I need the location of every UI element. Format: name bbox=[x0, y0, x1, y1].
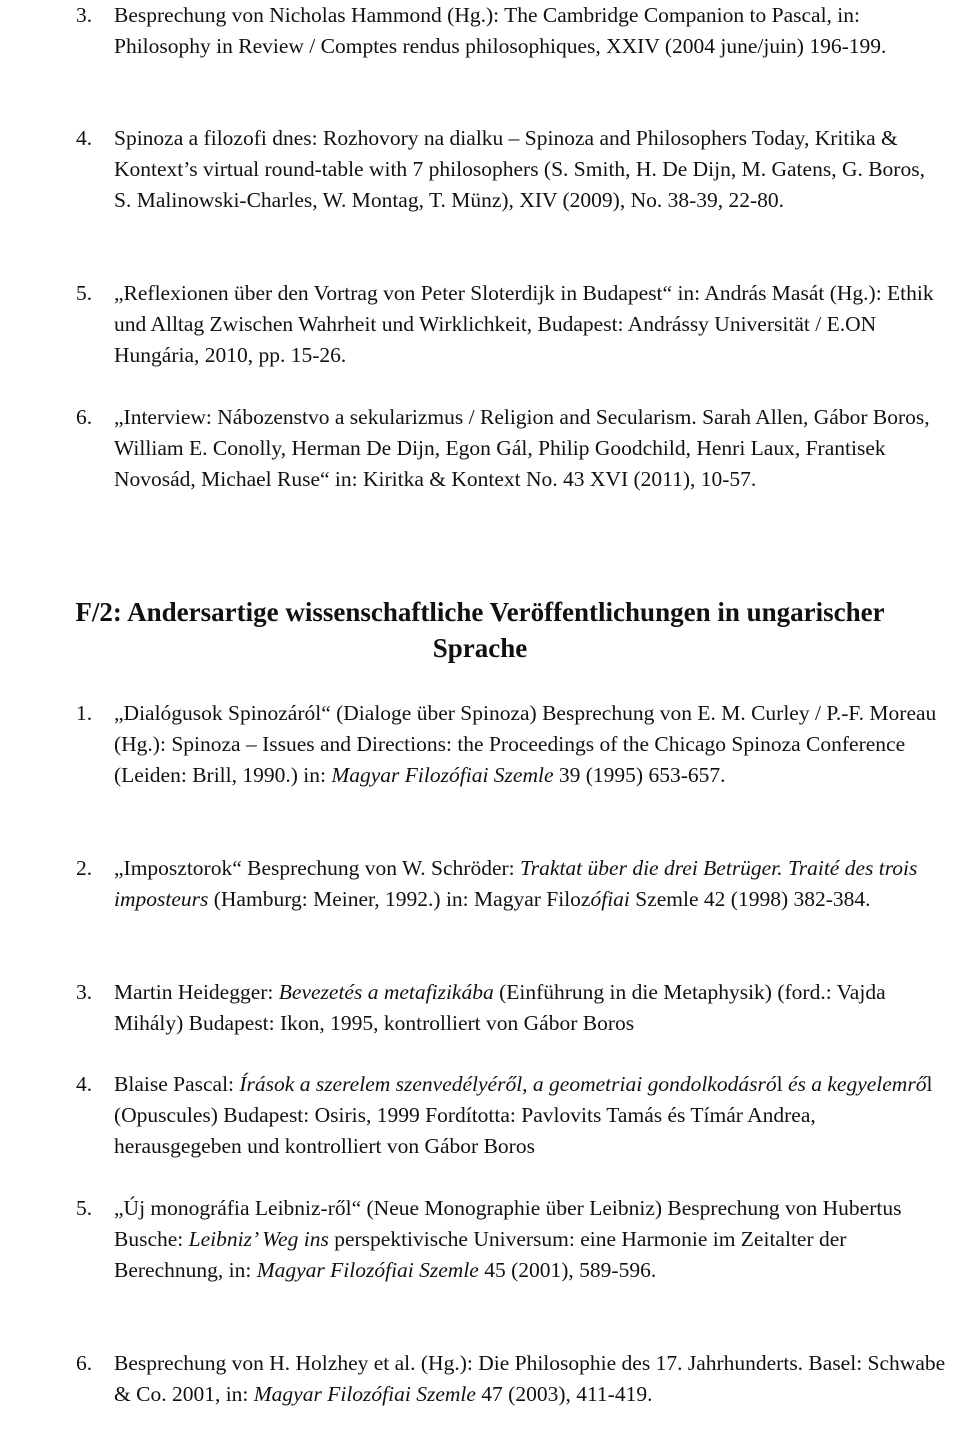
list-item bbox=[76, 402, 946, 495]
text-run: perspektivische Universum: eine Harmonie im Zeitalter der Berechnung, in: bbox=[114, 1227, 847, 1282]
item-number: 2. bbox=[76, 856, 93, 880]
text-run: (Einführung in die Metaphysik) (ford.: Vajda Mihály) Budapest: Ikon, 1995, kontrolliert von Gábor Boros bbox=[114, 980, 886, 1035]
text-run: 47 (2003), 411-419. bbox=[475, 1382, 653, 1406]
item-text bbox=[114, 1193, 946, 1286]
text-run: Szemle 42 (1998) 382-384. bbox=[629, 887, 871, 911]
heading-line-1: F/2: Andersartige wissenschaftliche Veröffentlichungen in ungarischer bbox=[75, 597, 885, 627]
list-item bbox=[76, 0, 946, 62]
text-run: „Dialógusok Spinozáról“ (Dialoge über Spinoza) Besprechung von E. M. Curley / P.-F. Moreau (Hg.): Spinoza – Issues and Directions: the Proceedings of the Chicago Spinoza Conference (Leiden: Brill, 1990.) in: bbox=[114, 701, 937, 787]
item-text bbox=[114, 977, 946, 1039]
item-text bbox=[114, 1069, 946, 1162]
italic-text: Magyar Filozófiai Szemle bbox=[256, 1258, 479, 1282]
item-text bbox=[114, 402, 946, 495]
text-run: 39 (1995) 653-657. bbox=[553, 763, 726, 787]
italic-text: Írások a szerelem szenvedélyéről, a geometriai gondolkodásró bbox=[239, 1072, 777, 1096]
italic-text: Magyar Filozófiai Szemle bbox=[253, 1382, 476, 1406]
text-run: „Interview: Nábozenstvo a sekularizmus / Religion and Secularism. Sarah Allen, Gábor Boros, William E. Conolly, Herman De Dijn, Egon Gál, Philip Goodchild, Henri Laux, Frantisek Novosád, Michael Ruse“ in: Kiritka & Kontext No. 43 XVI (2011), 10-57. bbox=[114, 405, 930, 491]
item-text bbox=[114, 123, 946, 216]
list-item bbox=[76, 278, 946, 371]
item-number: 4. bbox=[76, 126, 93, 150]
italic-text: Traktat über die drei Betrüger. Traité des trois imposteurs bbox=[114, 856, 918, 911]
text-run: „Reflexionen über den Vortrag von Peter Sloterdijk in Budapest“ in: András Masát (Hg.): Ethik und Alltag Zwischen Wahrheit und Wirklichkeit, Budapest: Andrássy Universität / E.ON Hungária, 2010, pp. 15-26. bbox=[114, 281, 934, 367]
item-number: 3. bbox=[76, 3, 93, 27]
item-text bbox=[114, 1348, 946, 1410]
item-number: 5. bbox=[76, 1196, 93, 1220]
item-text bbox=[114, 0, 946, 62]
text-run: „Imposztorok“ Besprechung von W. Schröder: bbox=[114, 856, 521, 880]
text-run: Spinoza a filozofi dnes: Rozhovory na dialku – Spinoza and Philosophers Today, Kritika & Kontext’s virtual round-table with 7 philosophers (S. Smith, H. De Dijn, M. Gatens, G. Boros, S. Malinowski-Charles, W. Montag, T. Münz), XIV (2009), No. 38-39, 22-80. bbox=[114, 126, 925, 212]
item-text bbox=[114, 698, 946, 791]
item-text bbox=[114, 853, 946, 915]
item-number: 3. bbox=[76, 980, 93, 1004]
text-run: 45 (2001), 589-596. bbox=[478, 1258, 657, 1282]
list-item bbox=[76, 123, 946, 216]
text-run: Martin Heidegger: bbox=[114, 980, 279, 1004]
item-text bbox=[114, 278, 946, 371]
text-run: Besprechung von H. Holzhey et al. (Hg.): Die Philosophie des 17. Jahrhunderts. Basel: Schwabe & Co. 2001, in: bbox=[114, 1351, 946, 1406]
list-item bbox=[76, 1348, 946, 1410]
item-number: 5. bbox=[76, 281, 93, 305]
list-item bbox=[76, 1069, 946, 1162]
section-heading bbox=[0, 594, 960, 666]
list-item bbox=[76, 1193, 946, 1286]
text-run: (Hamburg: Meiner, 1992.) in: Magyar Filoz bbox=[208, 887, 591, 911]
italic-text: Leibniz’ Weg ins bbox=[188, 1227, 329, 1251]
heading-line-2: Sprache bbox=[432, 633, 528, 663]
list-item bbox=[76, 698, 946, 791]
item-number: 1. bbox=[76, 701, 93, 725]
italic-text: ófiai bbox=[590, 887, 630, 911]
text-run: l bbox=[776, 1072, 788, 1096]
italic-text: és a kegyelemrő bbox=[787, 1072, 927, 1096]
item-number: 4. bbox=[76, 1072, 93, 1096]
text-run: Blaise Pascal: bbox=[114, 1072, 240, 1096]
list-item bbox=[76, 853, 946, 915]
item-number: 6. bbox=[76, 405, 93, 429]
list-item bbox=[76, 977, 946, 1039]
item-number: 6. bbox=[76, 1351, 93, 1375]
text-run: Besprechung von Nicholas Hammond (Hg.): The Cambridge Companion to Pascal, in: Philosophy in Review / Comptes rendus philosophiques, XXIV (2004 june/juin) 196-199. bbox=[114, 3, 887, 58]
italic-text: Bevezetés a metafizikába bbox=[278, 980, 494, 1004]
text-run: „Új monográfia Leibniz-ről“ (Neue Monographie über Leibniz) Besprechung von Hubertus Busche: bbox=[114, 1196, 902, 1251]
italic-text: Magyar Filozófiai Szemle bbox=[331, 763, 554, 787]
text-run: l (Opuscules) Budapest: Osiris, 1999 Fordította: Pavlovits Tamás és Tímár Andrea, herausgegeben und kontrolliert von Gábor Boros bbox=[114, 1072, 933, 1158]
